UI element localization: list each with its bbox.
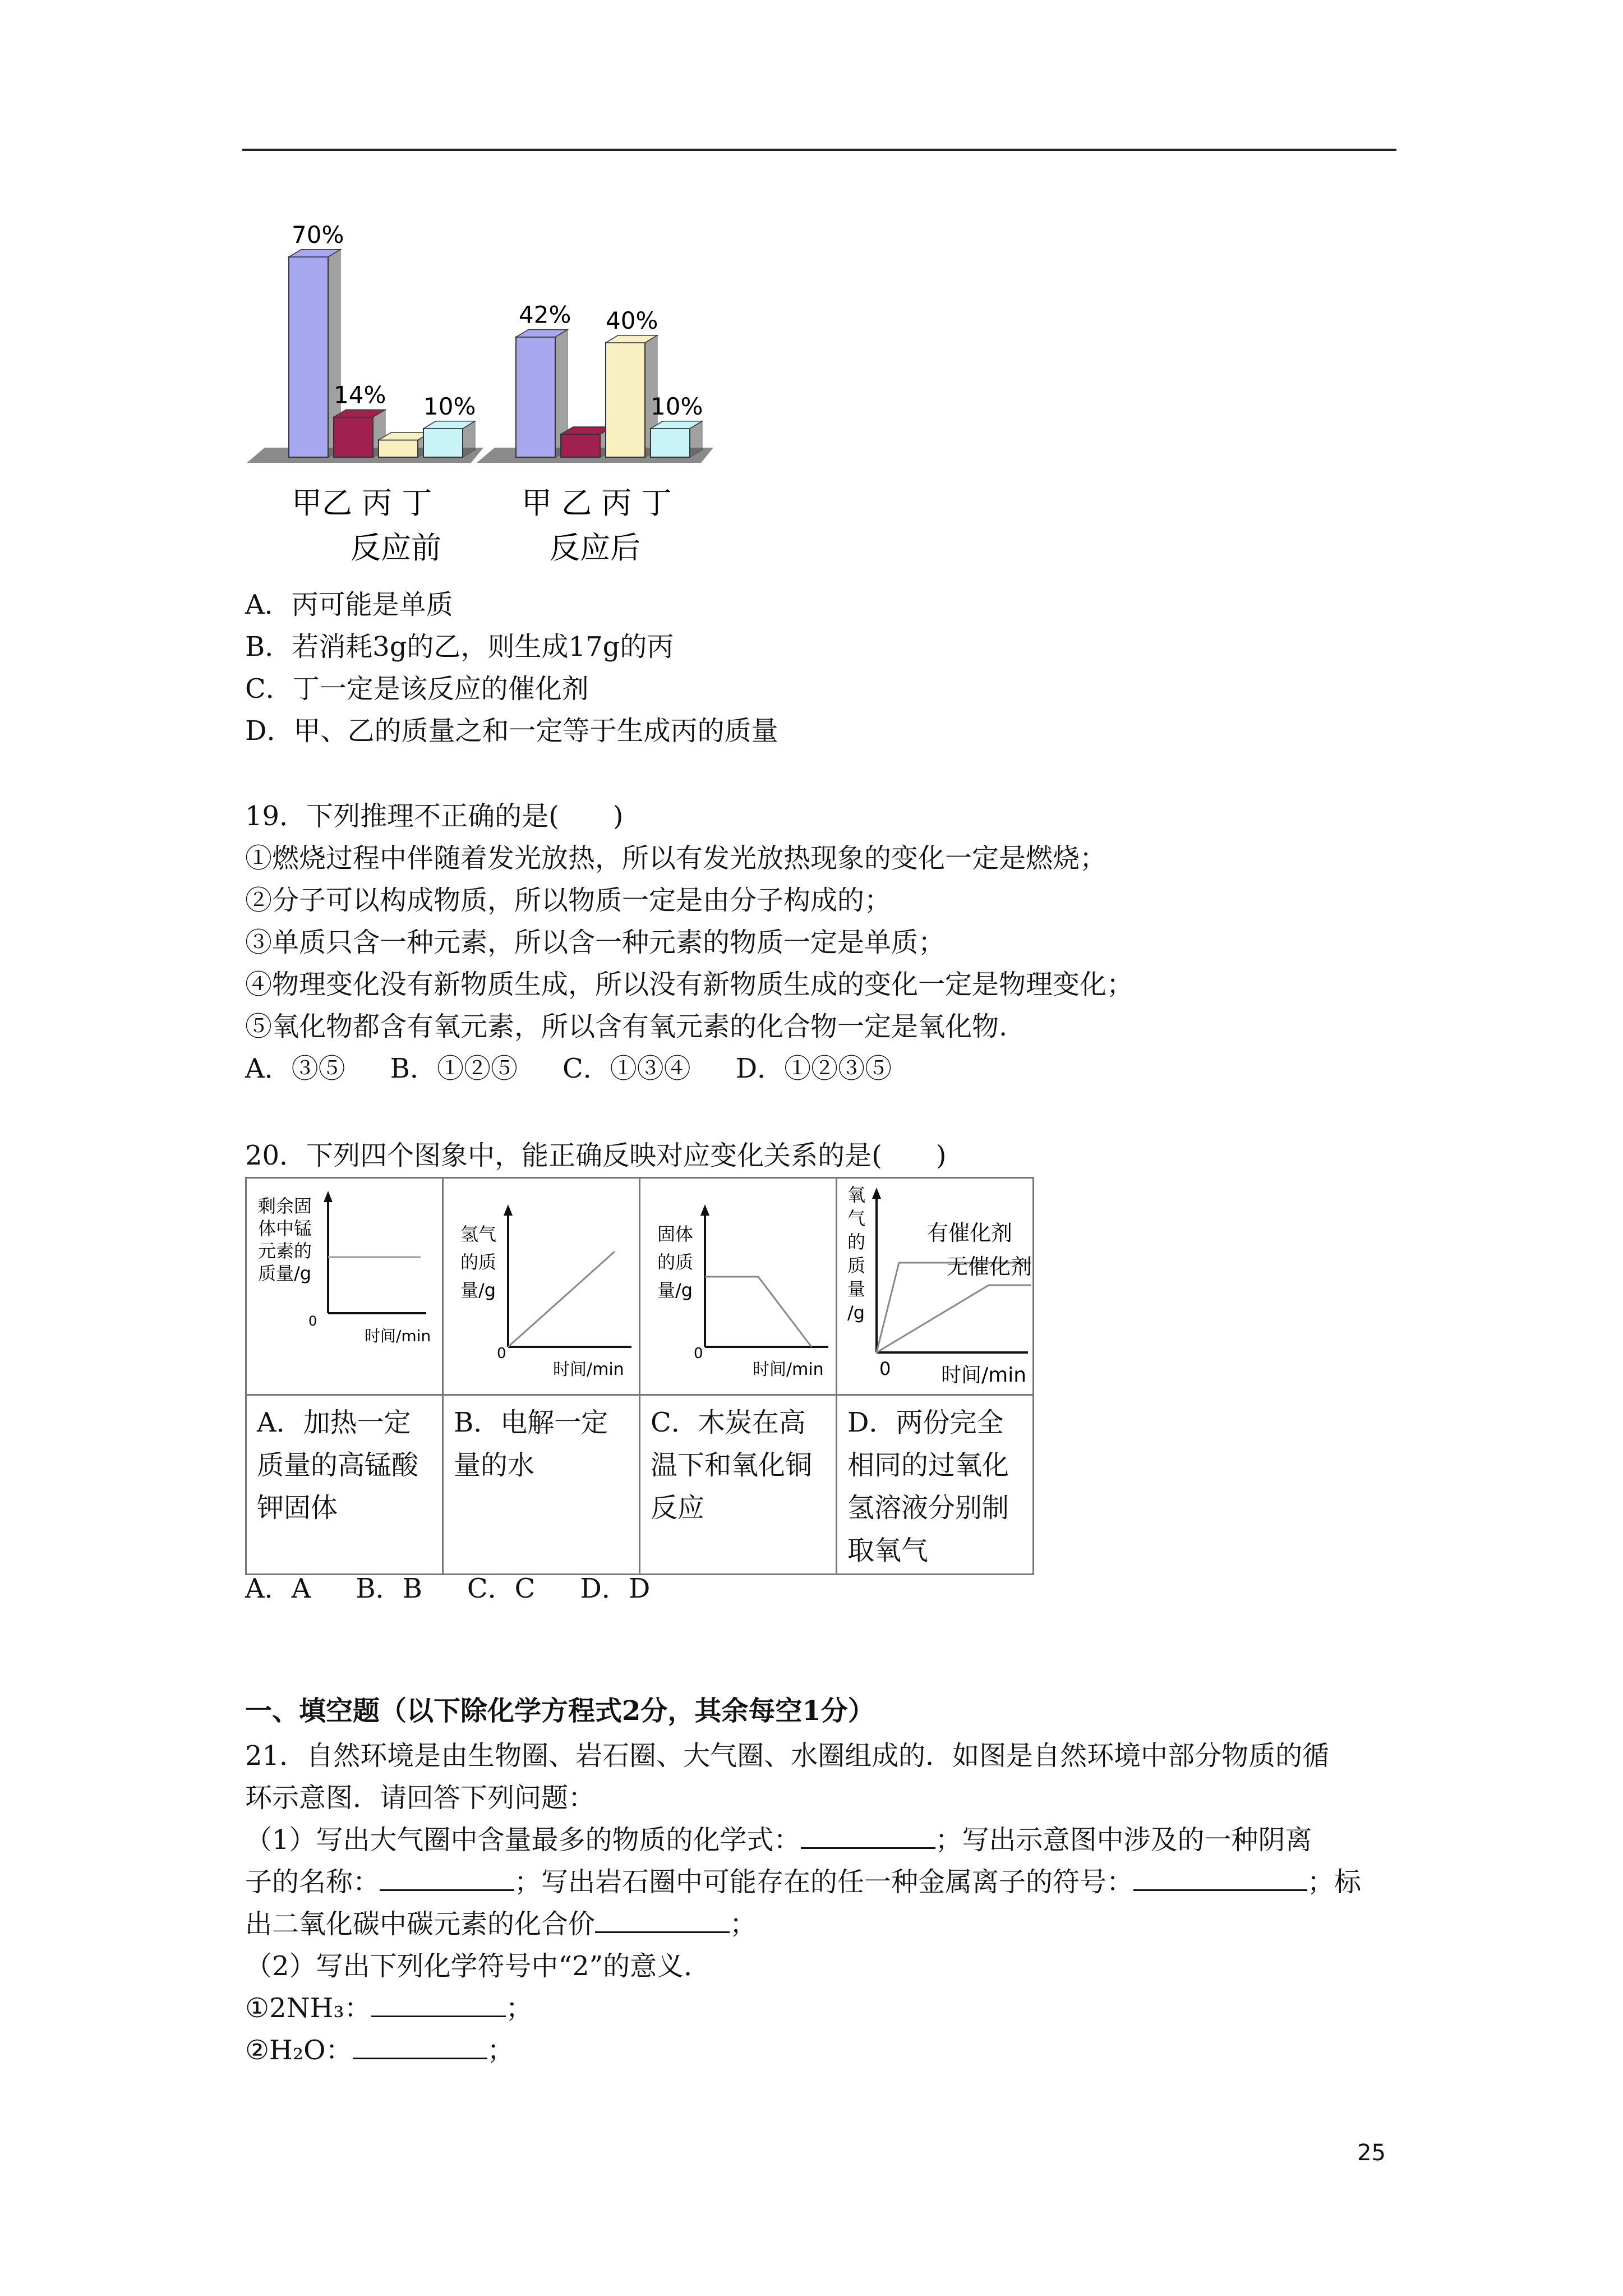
q21-p1-text-b: ；写出示意图中涉及的一种阴离 [935,1824,1312,1856]
bar-1-0 [516,337,555,457]
graph-d [837,1179,1032,1392]
graph-d-ylabel-3: 的 [847,1231,866,1253]
caption-d-cell [837,1395,1034,1575]
q20-graph-table [245,1177,1034,1575]
graph-d-ylabel-4: 质 [847,1255,866,1276]
bar-0-0 [289,257,328,457]
q18-option-b: B．若消耗3g的乙，则生成17g的丙 [245,631,674,662]
q21-item-2 [245,2033,1400,2067]
q20-option-c: C．C [467,1573,536,1604]
q18-option-a: A．丙可能是单质 [245,589,453,620]
q19-options [245,1052,1133,1085]
graph-b-cell [443,1178,640,1395]
group-label-after: 反应后 [550,530,640,565]
blank-5[interactable] [371,1993,506,2017]
q20-options [245,1572,695,1605]
graph-d-ylabel-5: 量 [847,1278,866,1300]
graph-b-origin: 0 [497,1345,506,1362]
caption-a-cell [246,1395,443,1575]
graph-d-origin: 0 [879,1358,891,1379]
bar-label-0-0: 70% [292,220,344,249]
q20-option-a: A．A [245,1573,311,1604]
q19-option-c: C．①③④ [562,1053,691,1084]
q20-option-d: D．D [580,1573,651,1604]
graph-a-ylabel-2: 体中锰 [258,1218,312,1239]
graph-c-xlabel: 时间/min [753,1360,824,1379]
q21-line-1: 21．自然环境是由生物圈、岩石圈、大气圈、水圈组成的．如图是自然环境中部分物质的循 [245,1740,1330,1772]
q21-p1-text-e: ；标 [1307,1866,1362,1898]
bar-label-0-1: 14% [334,381,386,409]
bar-0-1 [334,417,373,457]
bar-label-1-0: 42% [519,301,571,329]
caption-b-cell [443,1395,640,1575]
q21-p1-text-c: 子的名称： [245,1866,380,1898]
q19-item-5: ⑤氧化物都含有氧元素，所以含有氧元素的化合物一定是氧化物. [245,1011,1008,1042]
bar-0-3 [423,429,463,457]
q21-part1-row1 [245,1823,1400,1857]
q21-item-1 [245,1991,1400,2025]
bar-1-2 [606,343,645,457]
graph-c-ylabel-2: 的质 [657,1251,694,1273]
graph-a-xlabel: 时间/min [365,1327,431,1345]
q21-line-2: 环示意图．请回答下列问题： [245,1782,596,1814]
graph-c-ylabel-3: 量/g [657,1280,693,1301]
graph-d-cell [837,1178,1034,1395]
graph-c-caption: C．木炭在高温下和氧化铜反应 [651,1407,813,1524]
blank-2[interactable] [380,1867,514,1891]
q19-item-3: ③单质只含一种元素，所以含一种元素的物质一定是单质； [245,927,946,958]
graph-a-cell [246,1178,443,1395]
graph-a-ylabel-4: 质量/g [258,1263,312,1284]
q19-item-4: ④物理变化没有新物质生成，所以没有新物质生成的变化一定是物理变化； [245,969,1134,1000]
graph-d-series-1: 有催化剂 [927,1221,1013,1245]
group-label-before: 反应前 [351,530,441,565]
graph-a [247,1179,442,1392]
blank-6[interactable] [353,2035,487,2059]
q19-stem: 19．下列推理不正确的是( ) [245,800,624,832]
q19-item-2: ②分子可以构成物质，所以物质一定是由分子构成的； [245,885,892,916]
graph-b-ylabel-1: 氢气 [460,1223,497,1245]
x-labels-after: 甲 乙 丙 丁 [522,485,672,521]
page-number: 25 [1357,2140,1386,2166]
graph-a-origin: 0 [308,1313,317,1329]
section-title: 一、填空题（以下除化学方程式2分，其余每空1分） [245,1695,875,1727]
bar-label-1-3: 10% [651,392,703,420]
q20-stem: 20．下列四个图象中，能正确反映对应变化关系的是( ) [245,1140,947,1171]
q21-item-2-label: ②H₂O： [245,2035,353,2066]
bar-1-3 [651,429,690,457]
bar-0-2 [379,440,418,457]
graph-d-xlabel: 时间/min [941,1364,1027,1387]
graph-d-ylabel-6: /g [847,1302,865,1323]
q21-item-1-semicolon: ； [505,1993,533,2024]
q20-option-b: B．B [356,1573,422,1604]
blank-1[interactable] [801,1825,935,1849]
graph-c [640,1179,836,1392]
q21-part1-row2 [245,1865,1400,1899]
graph-c-origin: 0 [694,1345,703,1362]
q19-option-a: A．③⑤ [245,1053,345,1084]
x-labels-before: 甲乙 丙 丁 [292,485,432,521]
q19-option-b: B．①②⑤ [390,1053,518,1084]
graph-a-ylabel-1: 剩余固 [258,1195,312,1217]
q18-options [245,588,778,748]
graph-a-ylabel-3: 元素的 [258,1240,312,1262]
graph-a-caption: A．加热一定质量的高锰酸钾固体 [257,1407,419,1524]
bar-label-1-2: 40% [606,306,658,334]
graph-b-ylabel-2: 的质 [460,1251,497,1273]
bar-chart [236,202,751,572]
question-19 [245,799,1133,1085]
graph-b-xlabel: 时间/min [553,1360,624,1379]
q21-p1-text-a: （1）写出大气圈中含量最多的物质的化学式： [245,1824,801,1856]
blank-3[interactable] [1133,1867,1307,1891]
q21-part2: （2）写出下列化学符号中“2”的意义． [245,1950,711,1982]
q19-option-d: D．①②③⑤ [735,1053,892,1084]
graph-d-ylabel-2: 气 [847,1208,866,1229]
q18-option-c: C．丁一定是该反应的催化剂 [245,673,589,705]
q18-option-d: D．甲、乙的质量之和一定等于生成丙的质量 [245,715,778,747]
blank-4[interactable] [595,1909,730,1933]
q21-p1-text-f: 出二氧化碳中碳元素的化合价 [245,1908,596,1940]
header-rule [242,149,1396,151]
q19-item-1: ①燃烧过程中伴随着发光放热，所以有发光放热现象的变化一定是燃烧； [245,843,1107,874]
bar-1-1 [561,434,600,457]
graph-c-ylabel-1: 固体 [657,1223,694,1245]
q21-part1-row3 [245,1907,1400,1941]
graph-c-cell [640,1178,837,1395]
q21-item-1-label: ①2NH₃： [245,1993,371,2024]
q21-p1-text-g: ； [730,1908,757,1940]
graph-d-series-2: 无催化剂 [947,1254,1032,1279]
caption-c-cell [640,1395,837,1575]
q21-p1-text-d: ；写出岩石圈中可能存在的任一种金属离子的符号： [514,1866,1134,1898]
bar-label-0-3: 10% [423,392,476,420]
graph-b [444,1179,639,1392]
graph-b-caption: B．电解一定量的水 [454,1407,608,1481]
graph-b-ylabel-3: 量/g [460,1280,496,1301]
question-21 [245,1739,1400,2067]
graph-d-caption: D．两份完全相同的过氧化氢溶液分别制取氧气 [847,1407,1009,1566]
graph-d-ylabel-1: 氧 [847,1184,866,1205]
q21-item-2-semicolon: ； [487,2035,514,2066]
